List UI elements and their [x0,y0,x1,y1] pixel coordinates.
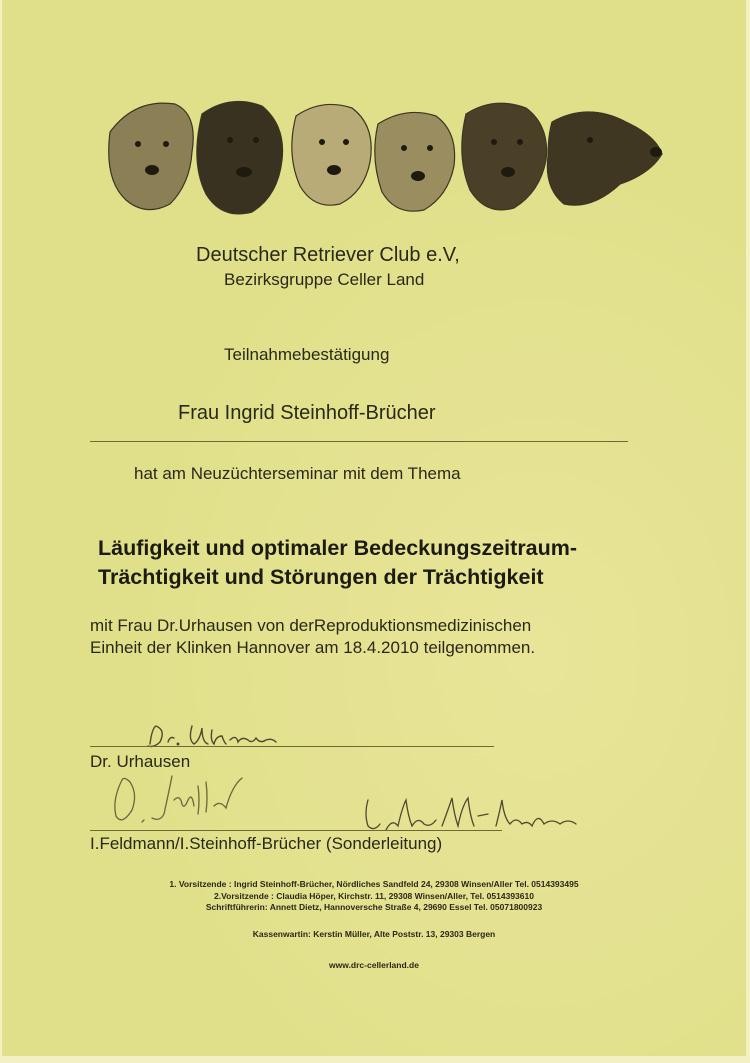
signer-1-name: Dr. Urhausen [90,752,191,771]
document-title: Teilnahmebestätigung [224,345,390,364]
seminar-topic-line-1: Läufigkeit und optimaler Bedeckungszeitraum- [98,536,578,560]
signature-line-1 [90,746,494,747]
signature-line-2 [90,830,502,831]
signature-steinhoff-bruecher [352,790,592,840]
signer-2-names: I.Feldmann/I.Steinhoff-Brücher (Sonderleitung) [90,834,443,853]
retriever-heads-illustration [90,92,670,242]
seminar-details-line-1: mit Frau Dr.Urhausen von derReproduktionsmedizinischen [90,616,532,635]
club-name: Deutscher Retriever Club e.V, [196,244,460,266]
signature-feldmann [102,770,262,832]
footer-treasurer: Kassenwartin: Kerstin Müller, Alte Poststr. 13, 29303 Bergen [252,929,496,939]
seminar-details-line-2: Einheit der Klinken Hannover am 18.4.2010 teilgenommen. [90,638,536,657]
certificate-page [2,0,746,1056]
footer-secretary: Schriftführerin: Annett Dietz, Hannoversche Straße 4, 29690 Essel Tel. 05071800923 [205,902,543,912]
footer-chair-2: 2.Vorsitzende : Claudia Höper, Kirchstr. 11, 29308 Winsen/Aller, Tel. 0514393610 [214,891,534,901]
club-group: Bezirksgruppe Celler Land [224,270,425,289]
intro-text: hat am Neuzüchterseminar mit dem Thema [134,464,461,483]
participant-name: Frau Ingrid Steinhoff-Brücher [178,402,436,424]
seminar-topic-line-2: Trächtigkeit und Störungen der Trächtigkeit [98,565,544,589]
participant-underline [90,441,628,442]
footer-website-link[interactable]: www.drc-cellerland.de [329,960,419,970]
footer-chair-1: 1. Vorsitzende : Ingrid Steinhoff-Brücher, Nördliches Sandfeld 24, 29308 Winsen/Aller Tel. 0514393495 [169,879,579,889]
